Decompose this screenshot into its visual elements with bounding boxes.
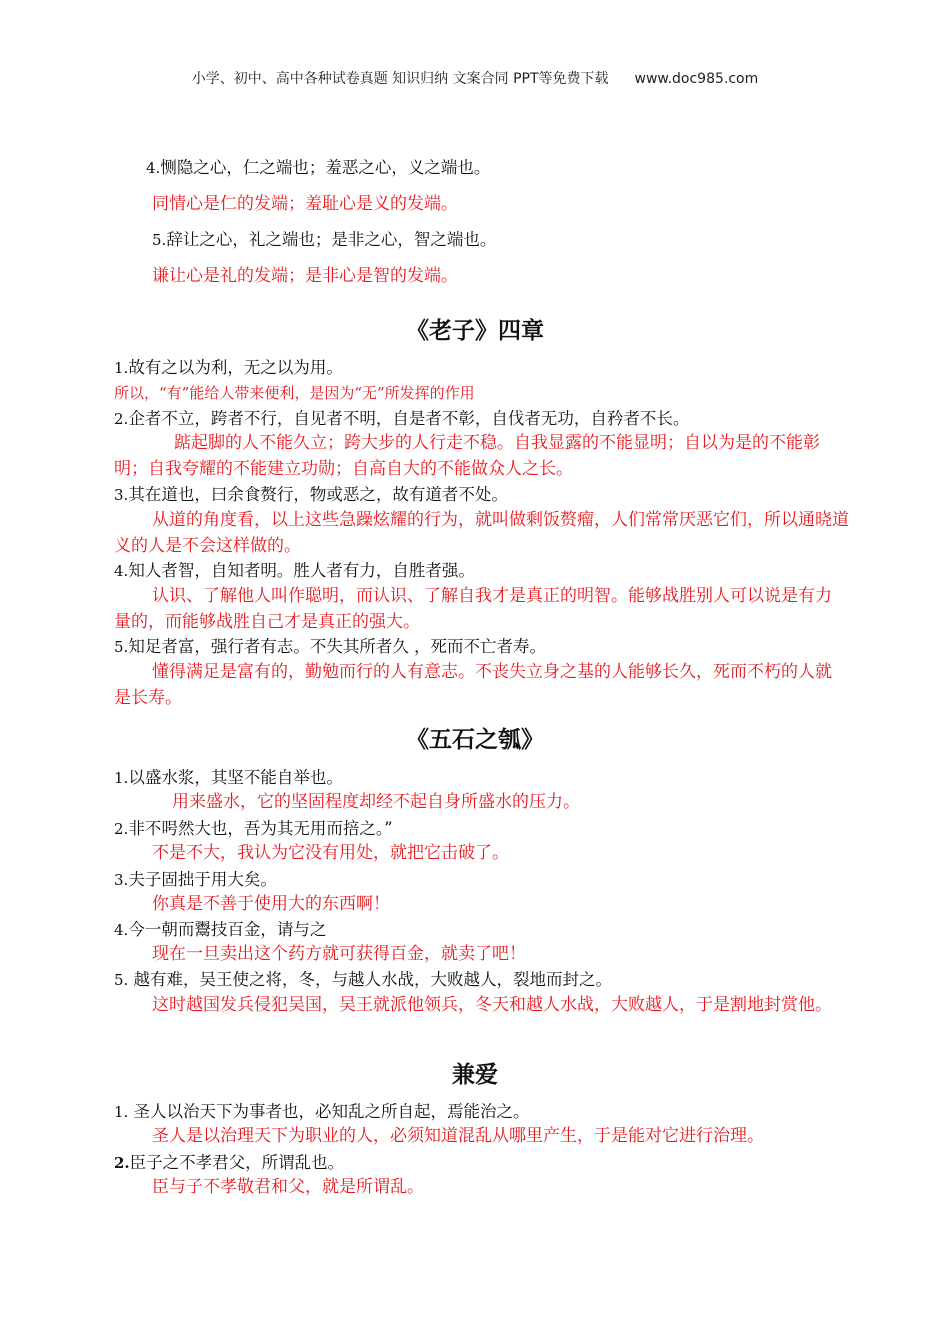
laozi-item-1: 1.故有之以为利，无之以为用。	[114, 358, 343, 377]
gourd-item-1: 1.以盛水浆，其坚不能自举也。	[114, 768, 343, 787]
laozi-translation-1: 所以，“有”能给人带来便利，是因为“无”所发挥的作用	[114, 384, 475, 402]
page-header	[0, 68, 950, 88]
jianai-item-1: 1. 圣人以治天下为事者也，必知乱之所自起，焉能治之。	[114, 1102, 530, 1121]
gourd-translation-5: 这时越国发兵侵犯吴国，吴王就派他领兵，冬天和越人水战，大败越人，于是割地封赏他。	[152, 995, 832, 1015]
gourd-translation-3: 你真是不善于使用大的东西啊！	[152, 894, 390, 914]
gourd-title: 《五石之瓠》	[406, 726, 544, 753]
mencius-translation-5: 谦让心是礼的发端；是非心是智的发端。	[152, 266, 458, 286]
jianai-translation-1: 圣人是以治理天下为职业的人，必须知道混乱从哪里产生，于是能对它进行治理。	[152, 1126, 764, 1146]
laozi-translation-5: 懂得满足是富有的，勤勉而行的人有意志。不丧失立身之基的人能够长久，死而不朽的人就是长寿。	[114, 662, 832, 708]
mencius-item-5: 5.辞让之心，礼之端也；是非之心，智之端也。	[152, 230, 497, 249]
mencius-item-4: 4.恻隐之心，仁之端也；羞恶之心，义之端也。	[146, 158, 491, 177]
gourd-item-2: 2.非不呺然大也，吾为其无用而掊之。”	[114, 819, 393, 838]
jianai-translation-2: 臣与子不孝敬君和父，就是所谓乱。	[152, 1177, 424, 1197]
header-text: 小学、初中、高中各种试卷真题 知识归纳 文案合同 PPT等免费下载	[191, 71, 609, 87]
laozi-item-4: 4.知人者智，自知者明。胜人者有力，自胜者强。	[114, 561, 475, 580]
jianai-item-2: 2.臣子之不孝君父，所谓乱也。	[114, 1153, 345, 1172]
laozi-item-5: 5.知足者富，强行者有志。不失其所者久 ，死而不亡者寿。	[114, 637, 547, 656]
laozi-item-2: 2.企者不立，跨者不行，自见者不明，自是者不彰，自伐者无功，自矜者不长。	[114, 409, 690, 428]
gourd-translation-1: 用来盛水，它的坚固程度却经不起自身所盛水的压力。	[172, 792, 580, 812]
laozi-translation-2: 踮起脚的人不能久立；跨大步的人行走不稳。自我显露的不能显明；自以为是的不能彰明；自我夸耀的不能建立功勋；自高自大的不能做众人之长。	[114, 433, 820, 479]
gourd-item-4: 4.今一朝而鬻技百金，请与之	[114, 920, 327, 939]
mencius-translation-4: 同情心是仁的发端；羞耻心是义的发端。	[152, 194, 458, 214]
laozi-translation-4: 认识、了解他人叫作聪明，而认识、了解自我才是真正的明智。能够战胜别人可以说是有力量的，而能够战胜自己才是真正的强大。	[114, 586, 832, 632]
gourd-item-3: 3.夫子固拙于用大矣。	[114, 870, 277, 889]
header-url: www.doc985.com	[634, 71, 759, 87]
laozi-item-3: 3.其在道也，曰余食赘行，物或恶之，故有道者不处。	[114, 485, 508, 504]
jianai-title: 兼爱	[452, 1061, 498, 1088]
laozi-translation-3: 从道的角度看，以上这些急躁炫耀的行为，就叫做剩饭赘瘤，人们常常厌恶它们，所以通晓道义的人是不会这样做的。	[114, 510, 849, 556]
gourd-translation-2: 不是不大，我认为它没有用处，就把它击破了。	[152, 843, 509, 863]
gourd-item-5: 5. 越有难，吴王使之将，冬，与越人水战，大败越人，裂地而封之。	[114, 970, 613, 989]
laozi-title: 《老子》四章	[406, 317, 544, 344]
gourd-translation-4: 现在一旦卖出这个药方就可获得百金，就卖了吧！	[152, 944, 526, 964]
